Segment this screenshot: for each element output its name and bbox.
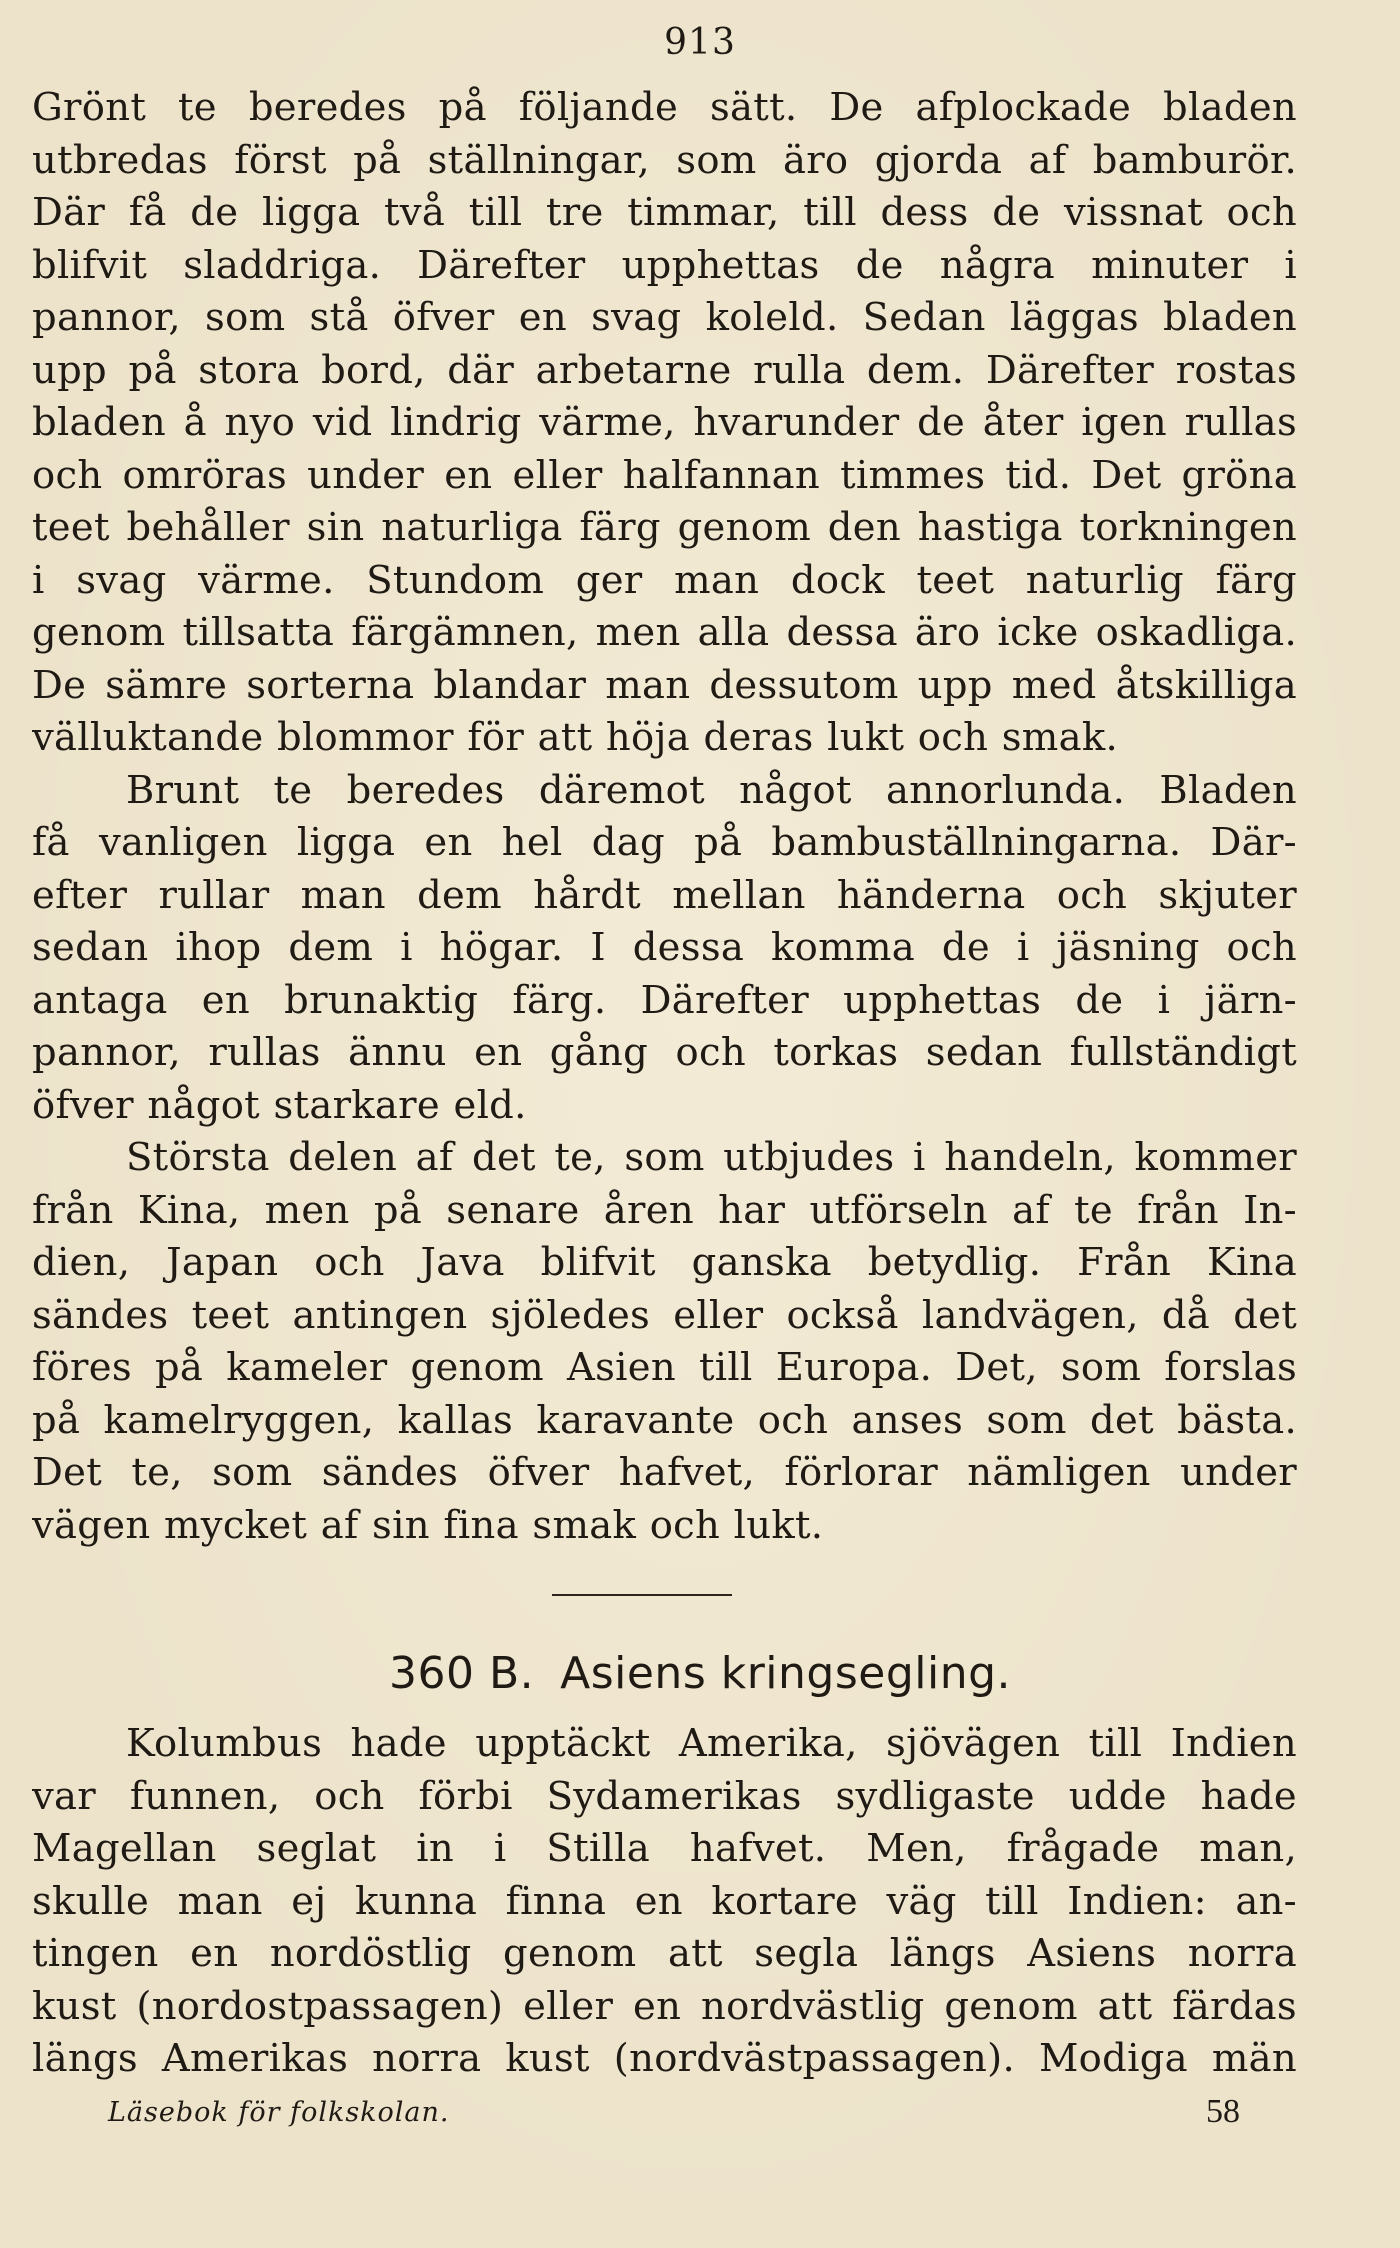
text-line: Magellan seglat in i Stilla hafvet. Men, frågade man, [32,1826,1297,1871]
paragraph-start-line: Största delen af det te, som utbjudes i handeln, kommer [126,1135,1297,1180]
page-number: 913 [664,22,736,63]
text-line: vägen mycket af sin fina smak och lukt. [32,1502,824,1548]
text-line: föres på kameler genom Asien till Europa. Det, som forslas [32,1345,1297,1390]
text-line: sedan ihop dem i högar. I dessa komma de i jäsning och [32,925,1297,970]
text-line: antaga en brunaktig färg. Därefter upphettas de i järn- [32,977,1297,1023]
text-line: Det te, som sändes öfver hafvet, förlorar nämligen under [32,1450,1297,1495]
text-line: kust (nordostpassagen) eller en nordvästlig genom att färdas [32,1983,1297,2029]
section-number: 360 B. [388,1648,535,1699]
text-line: pannor, rullas ännu en gång och torkas sedan fullständigt [32,1030,1297,1075]
asia-text-section [32,1718,1297,2086]
text-line: blifvit sladdriga. Därefter upphettas de några minuter i [32,242,1297,288]
tea-text-section [32,82,1297,1552]
text-line: sändes teet antingen sjöledes eller också landvägen, då det [32,1292,1297,1338]
text-line: Grönt te beredes på följande sätt. De afplockade bladen [32,85,1297,130]
paragraph-start-line: Kolumbus hade upptäckt Amerika, sjövägen till Indien [126,1721,1297,1766]
text-line: upp på stora bord, där arbetarne rulla dem. Därefter rostas [32,347,1297,393]
text-line: på kamelryggen, kallas karavante och anses som det bästa. [32,1397,1297,1443]
section-title: Asiens kringsegling. [560,1648,1012,1699]
text-line: skulle man ej kunna finna en kortare väg till Indien: an- [32,1878,1297,1924]
text-line: välluktande blommor för att höja deras lukt och smak. [32,715,1119,760]
text-line: utbredas först på ställningar, som äro gjorda af bamburör. [32,137,1297,183]
text-line: bladen å nyo vid lindrig värme, hvarunder de åter igen rullas [32,400,1297,445]
text-line: dien, Japan och Java blifvit ganska betydlig. Från Kina [32,1240,1297,1285]
paragraph-start-line: Brunt te beredes däremot något annorlunda. Bladen [126,767,1297,813]
text-line: få vanligen ligga en hel dag på bambuställningarna. Där- [32,820,1297,865]
text-line: och omröras under en eller halfannan timmes tid. Det gröna [32,452,1297,498]
text-line: De sämre sorterna blandar man dessutom upp med åtskilliga [32,662,1297,708]
text-line: tingen en nordöstlig genom att segla längs Asiens norra [32,1931,1297,1976]
text-line: Där få de ligga två till tre timmar, till dess de vissnat och [32,190,1297,235]
text-line: teet behåller sin naturliga färg genom den hastiga torkningen [32,505,1297,550]
footer-book-title: Läsebok för folkskolan. [108,2097,450,2128]
text-line: efter rullar man dem hårdt mellan händerna och skjuter [32,872,1297,918]
text-line: öfver något starkare eld. [32,1082,527,1128]
text-line: från Kina, men på senare åren har utförseln af te från In- [32,1187,1297,1233]
section-divider [552,1594,732,1596]
text-line: genom tillsatta färgämnen, men alla dessa äro icke oskadliga. [32,610,1297,655]
text-line: var funnen, och förbi Sydamerikas sydligaste udde hade [32,1773,1297,1819]
section-heading [0,1646,1400,1702]
text-line: i svag värme. Stundom ger man dock teet naturlig färg [32,557,1297,603]
text-line: pannor, som stå öfver en svag koleld. Sedan läggas bladen [32,295,1297,340]
text-line: längs Amerikas norra kust (nordvästpassagen). Modiga män [32,2036,1297,2081]
footer-signature: 58 [1206,2093,1240,2130]
